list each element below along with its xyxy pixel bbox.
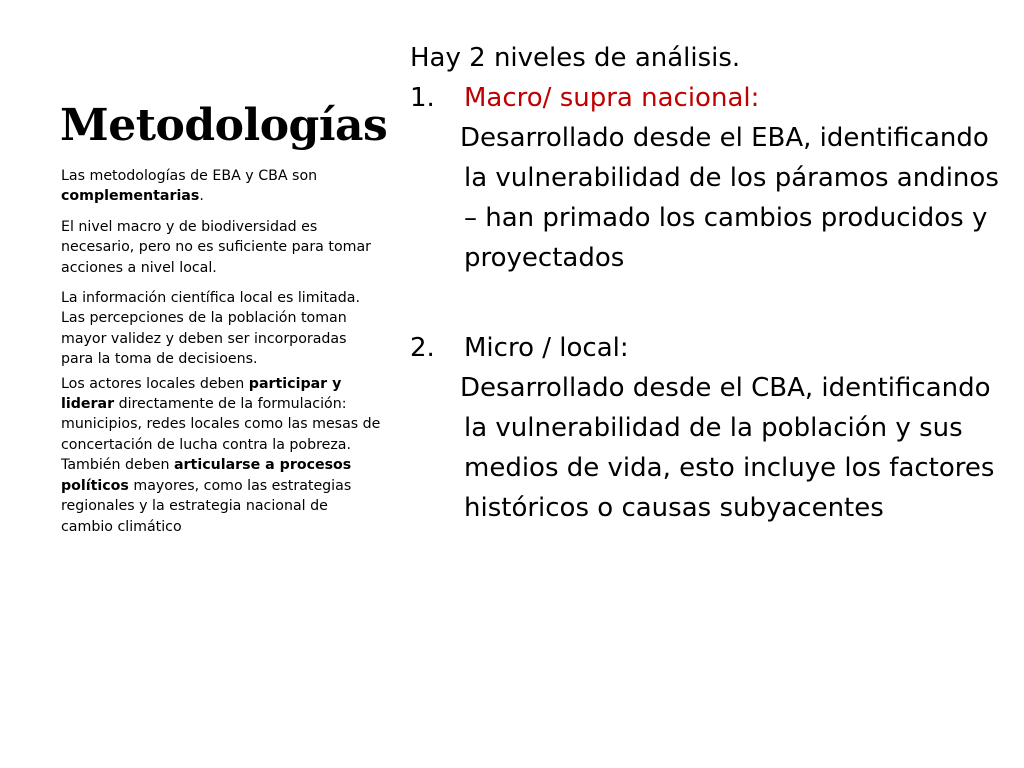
note-local-actors: Los actores locales deben participar y liderar directamente de la formulación: municipios, redes locales como las mesas de concertación de lucha contra la pobreza. También deben articularse a procesos políticos mayores, como las estrategias regionales y la estrategia nacional de cambio climático [61, 375, 381, 535]
level-2-title: Micro / local: [464, 333, 629, 363]
note-emphasis-complementarias: complementarias [61, 188, 200, 205]
level-2-number: 2. [410, 333, 435, 363]
left-notes [61, 166, 381, 547]
level-1-heading [410, 78, 1010, 118]
note-local-information: La información científica local es limitada. Las percepciones de la población toman mayor validez y deben ser incorporadas para la toma de decisioens. [61, 290, 360, 368]
note-complementary: Las metodologías de EBA y CBA son complementarias. [61, 168, 318, 205]
level-2-description: Desarrollado desde el CBA, identificando la vulnerabilidad de la población y sus medios de vida, esto incluye los factores históricos o causas subyacentes [460, 373, 995, 523]
note-emphasis-articularse: articularse a procesos políticos [61, 457, 352, 494]
analysis-levels [410, 38, 1010, 528]
level-1-description: Desarrollado desde el EBA, identificando la vulnerabilidad de los páramos andinos – han primado los cambios producidos y proyectados [460, 123, 999, 273]
level-2-heading [410, 328, 1010, 368]
slide-title: Metodologías [60, 100, 388, 151]
intro-line: Hay 2 niveles de análisis. [410, 43, 741, 73]
note-macro-level: El nivel macro y de biodiversidad es necesario, pero no es suficiente para tomar acciones a nivel local. [61, 218, 371, 276]
level-1-title: Macro/ supra nacional: [464, 83, 760, 113]
level-1-number: 1. [410, 83, 435, 113]
spacer [410, 278, 1010, 328]
note-emphasis-participar: participar y liderar [61, 375, 342, 413]
